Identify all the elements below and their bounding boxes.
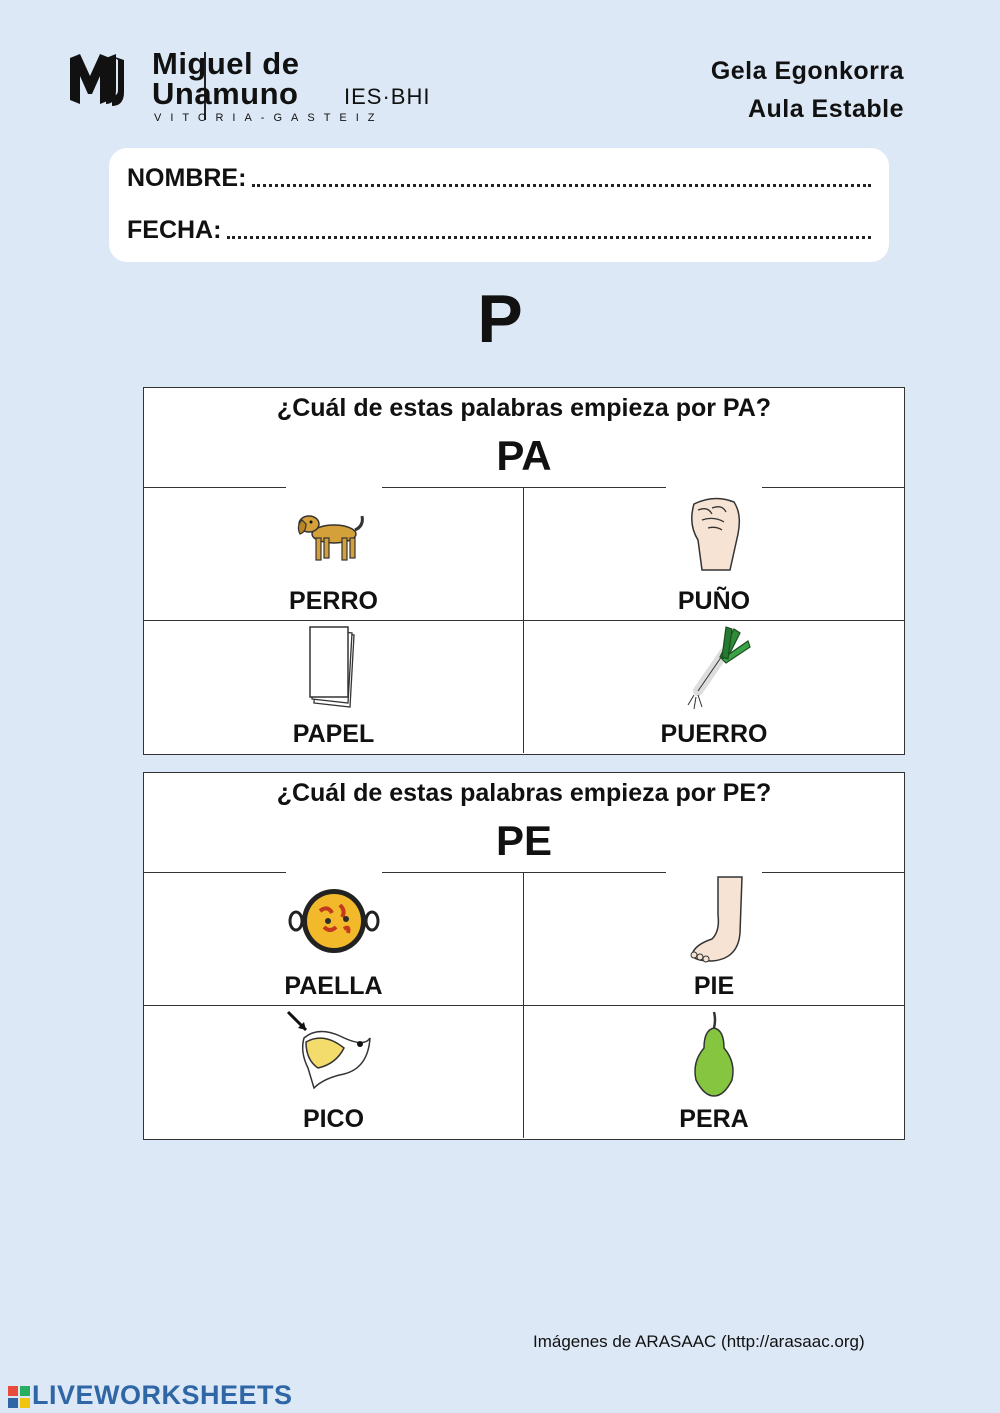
student-info-box [109,148,889,262]
date-dotted-line[interactable] [227,230,871,239]
fist-icon [664,490,764,582]
beak-icon [284,1008,384,1100]
option-papel[interactable] [144,620,524,753]
mu-logo-icon [68,50,126,108]
option-pie[interactable] [524,872,904,1005]
exercise-pa [143,387,905,755]
image-credits: Imágenes de ARASAAC (http://arasaac.org) [533,1332,865,1351]
class-label [711,52,904,128]
option-word: PERA [679,1105,749,1133]
paper-icon [284,623,384,715]
logo-city: VITORIA-GASTEIZ [154,112,384,124]
class-label-line2: Aula Estable [747,95,904,123]
liveworksheets-logo-icon [8,1386,30,1408]
date-field[interactable] [127,216,871,245]
option-puno[interactable] [524,487,904,620]
exercise-syllable: PE [495,817,553,864]
leek-icon [664,623,764,715]
date-label: FECHA: [127,216,222,244]
class-label-line1: Gela Egonkorra [710,57,904,85]
pear-icon [664,1008,764,1100]
option-pera[interactable] [524,1005,904,1138]
name-label: NOMBRE: [127,164,247,192]
worksheet-letter: P [477,281,523,357]
option-word: PUÑO [677,587,751,615]
liveworksheets-brand[interactable] [8,1380,293,1410]
logo-name-line2: Unamuno [152,76,299,111]
option-puerro[interactable] [524,620,904,753]
dog-icon [284,490,384,582]
liveworksheets-label: LIVEWORKSHEETS [32,1380,293,1410]
option-word: PIE [693,972,735,1000]
option-word: PUERRO [660,720,768,748]
logo-name-line1: Miguel de [152,46,300,81]
option-word: PAPEL [292,720,375,748]
option-word: PAELLA [284,972,383,1000]
option-word: PICO [302,1105,365,1133]
exercise-syllable: PA [496,432,552,479]
exercise-question: ¿Cuál de estas palabras empieza por PE? [276,779,772,807]
name-field[interactable] [127,164,871,193]
option-paella[interactable] [144,872,524,1005]
logo-suffix: IES·BHI [344,84,431,109]
option-perro[interactable] [144,487,524,620]
name-dotted-line[interactable] [252,178,871,187]
school-logo [68,48,448,128]
paella-icon [284,875,384,967]
option-pico[interactable] [144,1005,524,1138]
exercise-pe [143,772,905,1140]
foot-icon [664,875,764,967]
option-word: PERRO [289,587,378,615]
exercise-question: ¿Cuál de estas palabras empieza por PA? [276,394,772,422]
